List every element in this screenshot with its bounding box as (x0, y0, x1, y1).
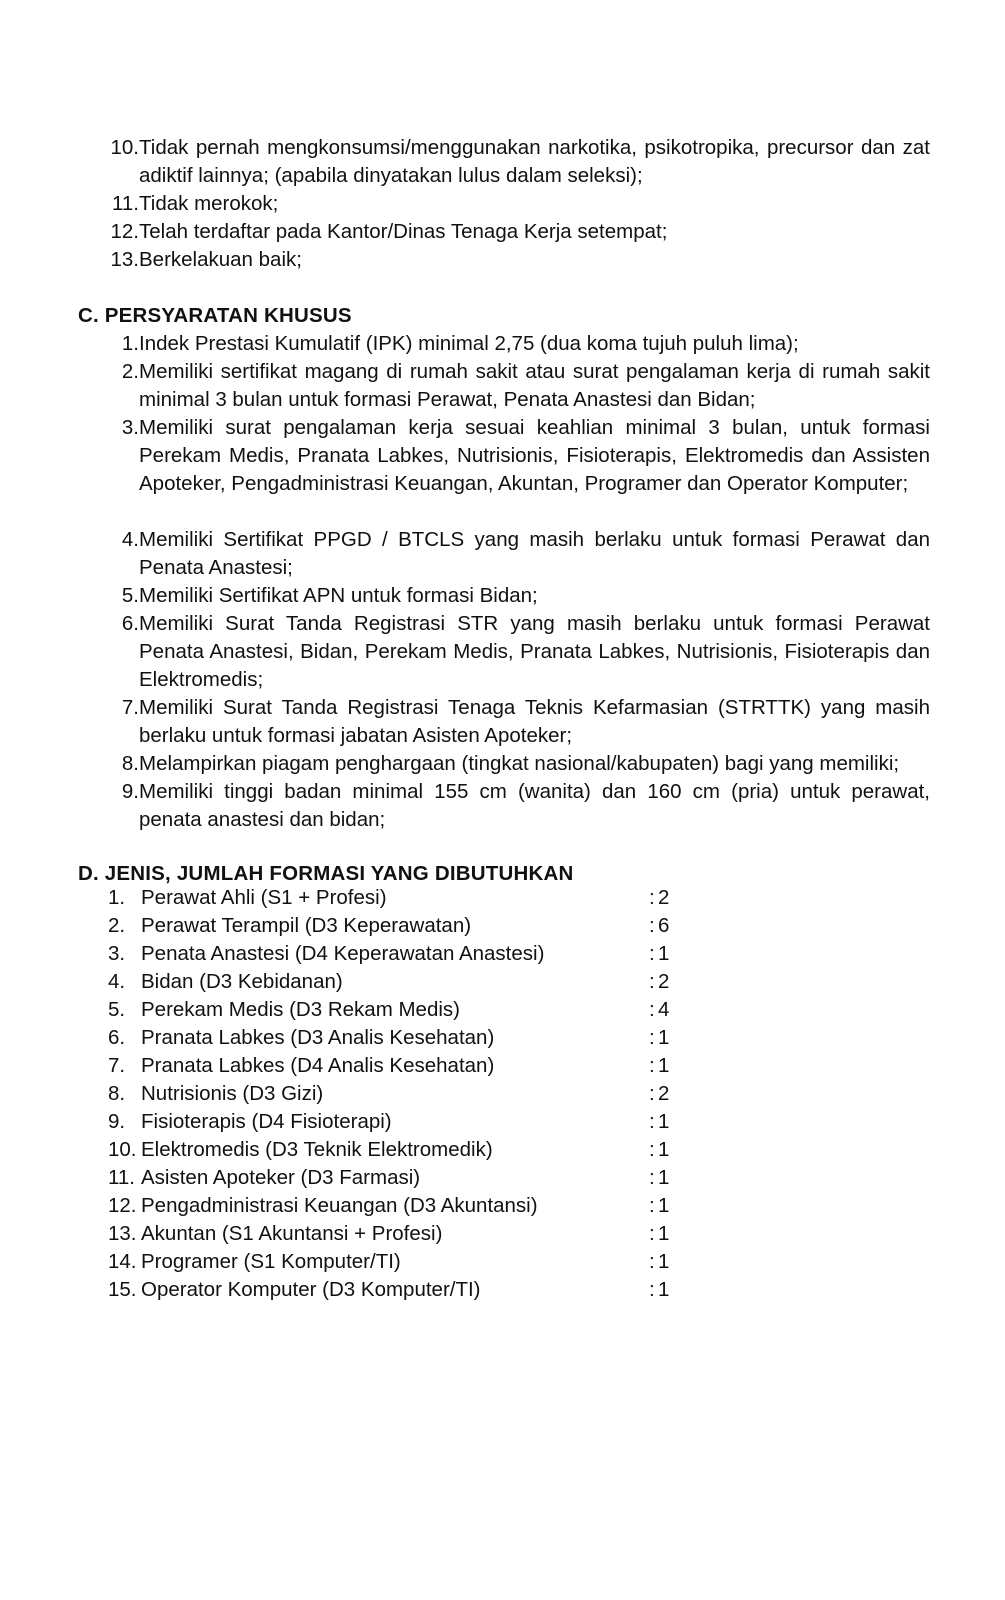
item-text: Melampirkan piagam penghargaan (tingkat nasional/kabupaten) bagi yang memiliki; (139, 752, 900, 775)
requirement-item (101, 358, 930, 414)
formasi-separator: : (649, 1138, 655, 1161)
item-number: 9. (121, 780, 139, 803)
item-text: Telah terdaftar pada Kantor/Dinas Tenaga Kerja setempat; (139, 220, 668, 243)
item-number: 1. (121, 332, 139, 355)
item-text: Memiliki surat pengalaman kerja sesuai keahlian minimal 3 bulan, untuk formasi Perekam Medis, Pranata Labkes, Nutrisionis, Fisioterapis, Elektromedis dan Assisten Apoteker, Pengadministrasi Keuangan, Akuntan, Programer dan Operator Komputer; (139, 416, 930, 495)
requirement-item (101, 330, 930, 358)
formasi-number: 5. (108, 998, 126, 1021)
formasi-name: Operator Komputer (D3 Komputer/TI) (141, 1278, 481, 1301)
formasi-separator: : (649, 998, 655, 1021)
requirement-item (101, 610, 930, 694)
requirement-item (101, 526, 930, 582)
item-number: 7. (121, 696, 139, 719)
item-text: Memiliki Sertifikat PPGD / BTCLS yang masih berlaku untuk formasi Perawat dan Penata Anastesi; (139, 528, 930, 579)
formasi-separator: : (649, 1026, 655, 1049)
formasi-name: Fisioterapis (D4 Fisioterapi) (141, 1110, 392, 1133)
formasi-count: 1 (658, 1054, 670, 1077)
requirement-item (101, 414, 930, 498)
formasi-count: 4 (658, 998, 670, 1021)
formasi-separator: : (649, 942, 655, 965)
item-text: Tidak pernah mengkonsumsi/menggunakan narkotika, psikotropika, precursor dan zat adiktif lainnya; (apabila dinyatakan lulus dalam seleksi); (139, 136, 930, 187)
formasi-number: 3. (108, 942, 126, 965)
formasi-number: 11. (108, 1166, 135, 1189)
formasi-number: 8. (108, 1082, 126, 1105)
formasi-number: 13. (108, 1222, 137, 1245)
item-number: 2. (121, 360, 139, 383)
formasi-name: Perawat Ahli (S1 + Profesi) (141, 886, 387, 909)
formasi-name: Elektromedis (D3 Teknik Elektromedik) (141, 1138, 493, 1161)
requirement-item (101, 134, 930, 190)
formasi-count: 1 (658, 1166, 670, 1189)
formasi-count: 1 (658, 1138, 670, 1161)
formasi-count: 1 (658, 1222, 670, 1245)
item-text: Berkelakuan baik; (139, 248, 302, 271)
formasi-number: 7. (108, 1054, 126, 1077)
formasi-number: 15. (108, 1278, 137, 1301)
formasi-separator: : (649, 1194, 655, 1217)
formasi-count: 1 (658, 1278, 670, 1301)
item-text: Memiliki sertifikat magang di rumah sakit atau surat pengalaman kerja di rumah sakit minimal 3 bulan untuk formasi Perawat, Penata Anastesi dan Bidan; (139, 360, 930, 411)
formasi-number: 6. (108, 1026, 126, 1049)
item-number: 5. (121, 584, 139, 607)
item-number: 11. (112, 192, 139, 215)
formasi-count: 1 (658, 1026, 670, 1049)
formasi-count: 2 (658, 970, 670, 993)
formasi-name: Pengadministrasi Keuangan (D3 Akuntansi) (141, 1194, 538, 1217)
item-number: 6. (121, 612, 139, 635)
formasi-name: Programer (S1 Komputer/TI) (141, 1250, 401, 1273)
formasi-name: Asisten Apoteker (D3 Farmasi) (141, 1166, 421, 1189)
formasi-separator: : (649, 1222, 655, 1245)
formasi-count: 2 (658, 1082, 670, 1105)
item-text: Tidak merokok; (139, 192, 279, 215)
item-number: 3. (121, 416, 139, 439)
formasi-count: 1 (658, 942, 670, 965)
requirement-item (101, 190, 930, 218)
formasi-number: 2. (108, 914, 126, 937)
formasi-name: Bidan (D3 Kebidanan) (141, 970, 343, 993)
formasi-separator: : (649, 1166, 655, 1189)
formasi-number: 9. (108, 1110, 126, 1133)
formasi-separator: : (649, 914, 655, 937)
formasi-name: Perekam Medis (D3 Rekam Medis) (141, 998, 460, 1021)
formasi-count: 1 (658, 1194, 670, 1217)
formasi-name: Nutrisionis (D3 Gizi) (141, 1082, 324, 1105)
requirement-item (101, 694, 930, 750)
section-c-heading: C. PERSYARATAN KHUSUS (78, 304, 352, 327)
formasi-count: 1 (658, 1250, 670, 1273)
formasi-number: 14. (108, 1250, 137, 1273)
item-text: Indek Prestasi Kumulatif (IPK) minimal 2,75 (dua koma tujuh puluh lima); (139, 332, 799, 355)
item-number: 8. (121, 752, 139, 775)
item-text: Memiliki Surat Tanda Registrasi Tenaga Teknis Kefarmasian (STRTTK) yang masih berlaku untuk formasi jabatan Asisten Apoteker; (139, 696, 930, 747)
formasi-count: 2 (658, 886, 670, 909)
formasi-separator: : (649, 1250, 655, 1273)
item-text: Memiliki Sertifikat APN untuk formasi Bidan; (139, 584, 538, 607)
formasi-name: Akuntan (S1 Akuntansi + Profesi) (141, 1222, 443, 1245)
formasi-separator: : (649, 886, 655, 909)
formasi-name: Pranata Labkes (D3 Analis Kesehatan) (141, 1026, 495, 1049)
requirement-item (101, 750, 930, 778)
item-text: Memiliki tinggi badan minimal 155 cm (wanita) dan 160 cm (pria) untuk perawat, penata anastesi dan bidan; (139, 780, 930, 831)
formasi-number: 12. (108, 1194, 137, 1217)
item-number: 12. (110, 220, 139, 243)
formasi-separator: : (649, 1082, 655, 1105)
formasi-number: 1. (108, 886, 126, 909)
item-number: 4. (121, 528, 139, 551)
formasi-name: Pranata Labkes (D4 Analis Kesehatan) (141, 1054, 495, 1077)
formasi-separator: : (649, 1054, 655, 1077)
item-number: 13. (110, 248, 139, 271)
formasi-name: Penata Anastesi (D4 Keperawatan Anastesi) (141, 942, 545, 965)
requirement-item (101, 582, 930, 610)
item-text: Memiliki Surat Tanda Registrasi STR yang masih berlaku untuk formasi Perawat Penata Anastesi, Bidan, Perekam Medis, Pranata Labkes, Nutrisionis, Fisioterapis dan Elektromedis; (139, 612, 930, 691)
requirement-item (101, 246, 930, 274)
formasi-number: 10. (108, 1138, 137, 1161)
section-d-heading: D. JENIS, JUMLAH FORMASI YANG DIBUTUHKAN (78, 862, 574, 885)
requirement-item (101, 778, 930, 834)
item-number: 10. (110, 136, 139, 159)
formasi-count: 1 (658, 1110, 670, 1133)
formasi-count: 6 (658, 914, 670, 937)
requirement-item (101, 218, 930, 246)
formasi-separator: : (649, 1110, 655, 1133)
formasi-separator: : (649, 1278, 655, 1301)
formasi-separator: : (649, 970, 655, 993)
formasi-name: Perawat Terampil (D3 Keperawatan) (141, 914, 472, 937)
formasi-number: 4. (108, 970, 126, 993)
